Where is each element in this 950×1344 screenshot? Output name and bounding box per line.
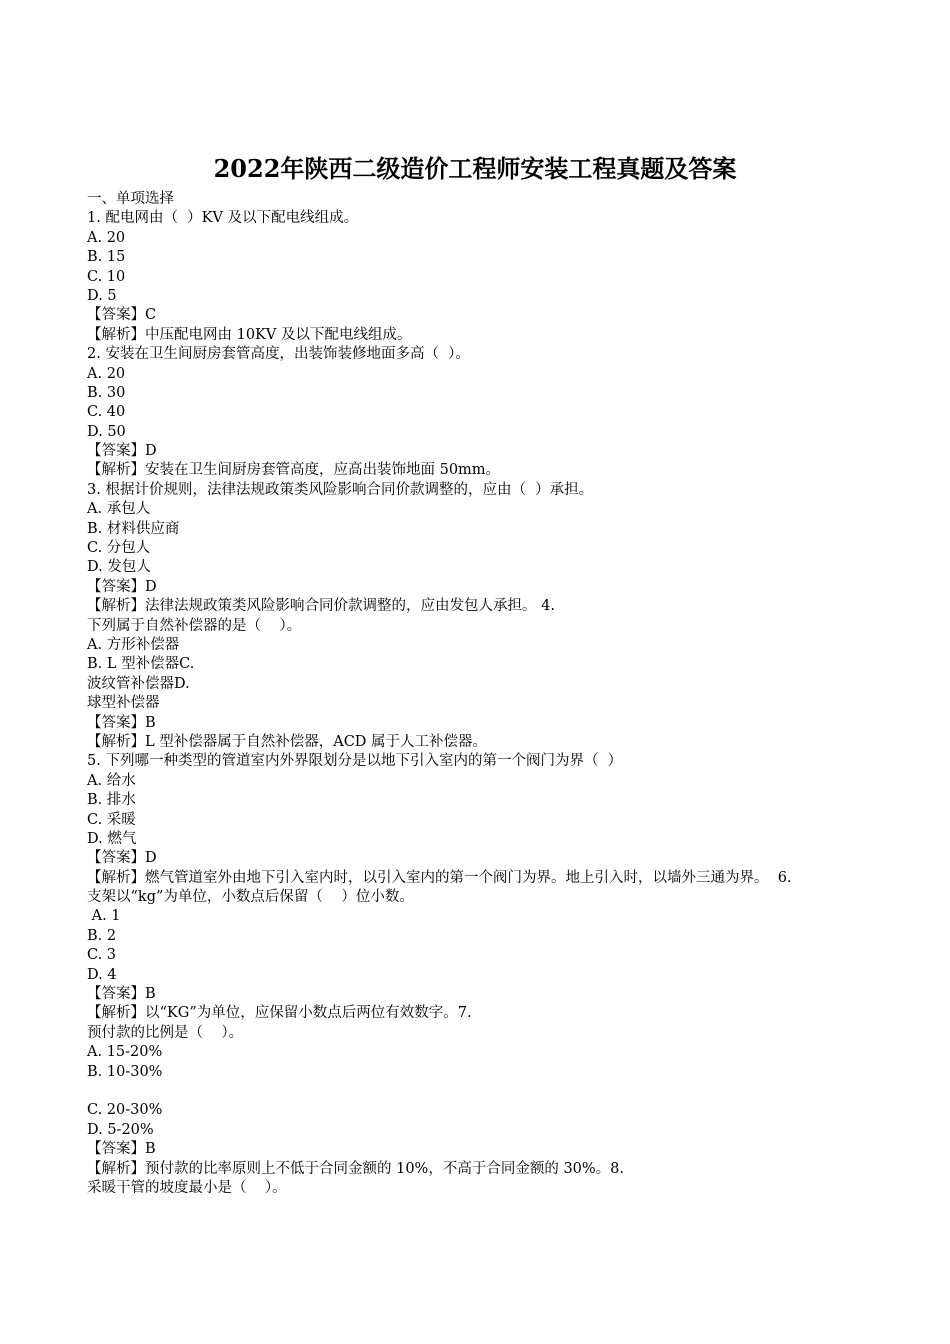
text-line: A. 15-20% xyxy=(87,1044,163,1061)
text-line: D. 4 xyxy=(87,966,117,983)
text-line: B. L 型补偿器C. xyxy=(87,656,195,673)
document-title: 2022年陕西二级造价工程师安装工程真题及答案 xyxy=(213,154,737,183)
text-line: 【答案】B xyxy=(87,1141,156,1158)
text-line: D. 50 xyxy=(87,423,126,440)
text-line: 【答案】C xyxy=(87,307,157,324)
text-line: 【解析】法律法规政策类风险影响合同价款调整的，应由发包人承担。 4. xyxy=(87,598,555,615)
text-line: 【答案】D xyxy=(87,578,157,595)
text-line: 【解析】以“KG”为单位，应保留小数点后两位有效数字。7. xyxy=(87,1005,472,1022)
text-line: B. 15 xyxy=(87,249,126,266)
text-line: B. 排水 xyxy=(87,792,136,809)
text-line: 【答案】D xyxy=(87,850,157,867)
text-line: C. 采暖 xyxy=(87,811,136,828)
text-line: C. 20-30% xyxy=(87,1102,163,1119)
text-line: D. 5-20% xyxy=(87,1121,154,1138)
text-line: C. 3 xyxy=(87,947,117,964)
text-line: D. 燃气 xyxy=(87,830,137,847)
text-line: 预付款的比例是（ ）。 xyxy=(87,1024,244,1041)
text-line: 3. 根据计价规则，法律法规政策类风险影响合同价款调整的，应由（ ）承担。 xyxy=(87,481,594,498)
text-line: 【解析】L 型补偿器属于自然补偿器，ACD 属于人工补偿器。 xyxy=(87,733,488,750)
text-line: 【解析】预付款的比率原则上不低于合同金额的 10%，不高于合同金额的 30%。8. xyxy=(87,1160,625,1177)
text-line: D. 发包人 xyxy=(87,559,151,576)
text-line: 下列属于自然补偿器的是（ ）。 xyxy=(87,617,302,634)
text-line: 【答案】D xyxy=(87,443,157,460)
text-line: 2. 安装在卫生间厨房套管高度，出装饰装修地面多高（ ）。 xyxy=(87,346,470,363)
text-line: B. 2 xyxy=(87,927,117,944)
text-line: A. 承包人 xyxy=(87,501,151,518)
text-line: 【解析】中压配电网由 10KV 及以下配电线组成。 xyxy=(87,326,412,343)
text-line: A. 20 xyxy=(87,229,126,246)
text-line: C. 10 xyxy=(87,268,126,285)
text-line: A. 20 xyxy=(87,365,126,382)
text-line: C. 分包人 xyxy=(87,540,151,557)
text-line: 1. 配电网由（ ）KV 及以下配电线组成。 xyxy=(87,210,359,227)
text-line: A. 方形补偿器 xyxy=(87,636,180,653)
text-line: 一、单项选择 xyxy=(87,191,174,207)
text-line: A. 1 xyxy=(87,908,121,925)
text-line: 支架以“kg”为单位，小数点后保留（ ）位小数。 xyxy=(87,889,414,906)
text-line: C. 40 xyxy=(87,404,126,421)
text-line: 球型补偿器 xyxy=(87,695,160,712)
text-line: B. 10-30% xyxy=(87,1063,163,1080)
text-line: B. 30 xyxy=(87,384,126,401)
text-line: D. 5 xyxy=(87,287,117,304)
text-line: 【解析】燃气管道室外由地下引入室内时，以引入室内的第一个阀门为界。地上引入时，以墙外三通为界。 6. xyxy=(87,869,792,886)
text-line: 5. 下列哪一种类型的管道室内外界限划分是以地下引入室内的第一个阀门为界（ ） xyxy=(87,753,623,770)
text-line: 【解析】安装在卫生间厨房套管高度，应高出装饰地面 50mm。 xyxy=(87,462,501,479)
text-line xyxy=(87,1082,887,1101)
text-line: 采暖干管的坡度最小是（ ）。 xyxy=(87,1179,287,1196)
text-line: 【答案】B xyxy=(87,986,156,1003)
text-line: 【答案】B xyxy=(87,714,156,731)
text-line: 波纹管补偿器D. xyxy=(87,675,190,692)
text-line: B. 材料供应商 xyxy=(87,520,180,537)
text-line: A. 给水 xyxy=(87,772,136,789)
document-body xyxy=(87,190,887,1198)
